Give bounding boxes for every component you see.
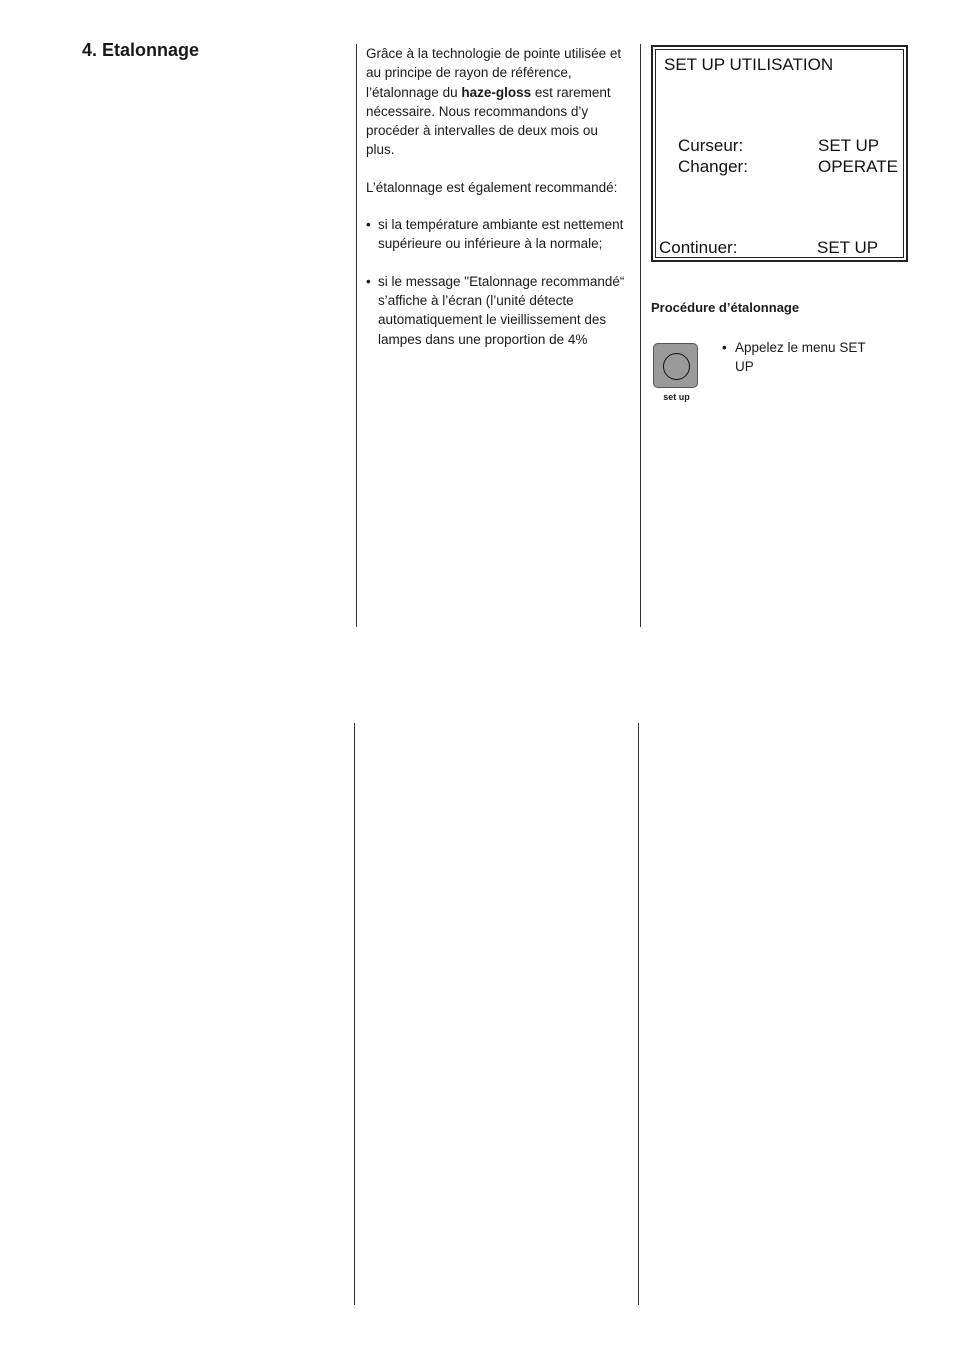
intro-text-post: est rarement nécessaire. Nous recommandons d’y procéder à intervalles de deux mois ou plus. xyxy=(366,84,611,158)
column-divider-right-bottom xyxy=(638,723,639,1305)
setup-button-label: set up xyxy=(663,392,690,402)
column-divider-left-top xyxy=(356,44,357,627)
intro-paragraph xyxy=(366,44,628,160)
bullet-marker: • xyxy=(722,340,727,355)
bullet-marker: • xyxy=(366,217,371,233)
knob-icon xyxy=(663,353,690,380)
intro-column xyxy=(366,44,628,367)
bullet-marker: • xyxy=(366,273,371,289)
list-item xyxy=(366,272,628,349)
procedure-step-text: Appelez le menu SET UP xyxy=(735,340,866,375)
recommendation-paragraph: L’étalonnage est également recommandé: xyxy=(366,179,618,195)
display-footer-label: Continuer: xyxy=(659,238,738,257)
display-row-label: Curseur: xyxy=(678,136,744,155)
display-row-value: OPERATE xyxy=(818,157,898,176)
column-divider-right-top xyxy=(640,44,641,627)
product-name: haze-gloss xyxy=(461,84,532,100)
column-divider-left-bottom xyxy=(354,723,355,1305)
list-item-text: si le message "Etalonnage recommandé“ s’affiche à l’écran (l’unité détecte automatiquement le vieillissement des lampes dans une proportion de 4% xyxy=(378,273,625,347)
procedure-title: Procédure d’étalonnage xyxy=(651,300,800,315)
display-title: SET UP UTILISATION xyxy=(664,55,834,74)
display-footer-value: SET UP xyxy=(817,238,879,257)
list-item-text: si la température ambiante est nettement supérieure ou inférieure à la normale; xyxy=(378,217,624,252)
intro-text-pre: Grâce à la technologie de pointe utilisée et au principe de rayon de référence, l’étalonnage du xyxy=(366,46,622,100)
procedure-step xyxy=(722,338,882,377)
setup-button[interactable] xyxy=(653,343,698,388)
display-row-label: Changer: xyxy=(678,157,748,176)
section-heading: 4. Etalonnage xyxy=(82,40,200,60)
display-row-value: SET UP xyxy=(818,136,880,155)
list-item xyxy=(366,215,628,254)
device-display xyxy=(651,45,908,262)
